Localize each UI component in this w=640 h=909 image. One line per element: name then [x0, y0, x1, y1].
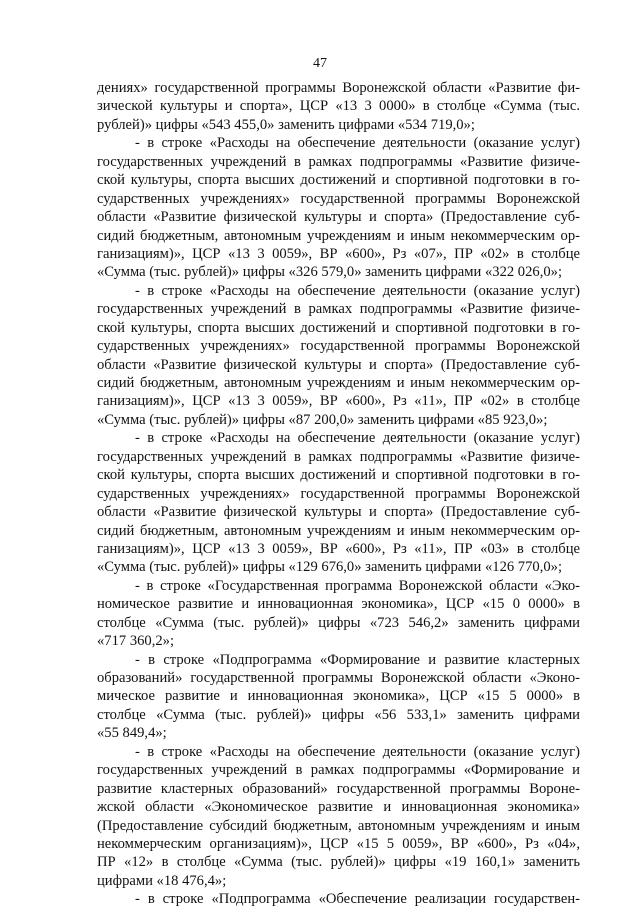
text-line: - в строке «Расходы на обеспечение деятельности (оказание услуг) [135, 430, 580, 447]
text-line: сидий бюджетным, автономным учреждениям и иным некоммерческим ор- [97, 227, 580, 244]
text-line: ской культуры, спорта высших достижений и спортивной подготовки в го- [97, 172, 580, 189]
text-line: мическое развитие и инновационная экономика», ЦСР «15 5 0000» в [97, 688, 580, 705]
text-line: области «Развитие физической культуры и спорта» (Предоставление суб- [97, 504, 580, 521]
text-line: дениях» государственной программы Воронежской области «Развитие фи- [97, 80, 580, 96]
text-line: государственных учреждений в рамках подпрограммы «Развитие физиче- [97, 301, 580, 318]
text-line: номическое развитие и инновационная экономика», ЦСР «15 0 0000» в [97, 596, 580, 613]
text-line: «Сумма (тыс. рублей)» цифры «326 579,0» заменить цифрами «322 026,0»; [97, 264, 562, 281]
text-line: - в строке «Расходы на обеспечение деятельности (оказание услуг) [135, 135, 580, 152]
text-line: ганизациям)», ЦСР «13 3 0059», ВР «600», Рз «11», ПР «02» в столбце [97, 393, 580, 410]
text-line: жской области «Экономическое развитие и инновационная экономика» [97, 799, 580, 816]
text-line: зической культуры и спорта», ЦСР «13 3 0000» в столбце «Сумма (тыс. [97, 98, 580, 115]
text-line: развитие кластерных образований» государственной программы Вороне- [97, 780, 580, 797]
text-line: области «Развитие физической культуры и спорта» (Предоставление суб- [97, 209, 580, 226]
text-line: столбце «Сумма (тыс. рублей)» цифры «56 533,1» заменить цифрами [97, 706, 580, 723]
text-line: «55 849,4»; [97, 725, 167, 742]
text-line: ской культуры, спорта высших достижений и спортивной подготовки в го- [97, 467, 580, 484]
text-line: ПР «12» в столбце «Сумма (тыс. рублей)» цифры «19 160,1» заменить [97, 854, 580, 871]
text-line: - в строке «Расходы на обеспечение деятельности (оказание услуг) [135, 282, 580, 299]
text-line: государственных учреждений в рамках подпрограммы «Развитие физиче- [97, 448, 580, 465]
text-line: - в строке «Подпрограмма «Обеспечение реализации государствен- [135, 891, 580, 908]
document-body [97, 79, 580, 909]
text-line: сидий бюджетным, автономным учреждениям и иным некоммерческим ор- [97, 522, 580, 539]
text-line: - в строке «Государственная программа Воронежской области «Эко- [135, 577, 580, 594]
text-line: сидий бюджетным, автономным учреждениям и иным некоммерческим ор- [97, 375, 580, 391]
text-line: ской культуры, спорта высших достижений и спортивной подготовки в го- [97, 319, 580, 336]
text-line: области «Развитие физической культуры и спорта» (Предоставление суб- [97, 356, 580, 373]
text-line: сударственных учреждениях» государственной программы Воронежской [97, 190, 580, 207]
text-line: цифрами «18 476,4»; [97, 872, 227, 889]
text-line: ганизациям)», ЦСР «13 3 0059», ВР «600», Рз «11», ПР «03» в столбце [97, 540, 580, 557]
text-line: ганизациям)», ЦСР «13 3 0059», ВР «600», Рз «07», ПР «02» в столбце [97, 245, 580, 262]
text-line: некоммерческим организациям)», ЦСР «15 5 0059», ВР «600», Рз «04», [97, 835, 580, 852]
text-line: столбце «Сумма (тыс. рублей)» цифры «723 546,2» заменить цифрами [97, 614, 580, 631]
text-line: сударственных учреждениях» государственной программы Воронежской [97, 485, 580, 502]
text-line: - в строке «Подпрограмма «Формирование и развитие кластерных [135, 651, 580, 668]
text-line: (Предоставление субсидий бюджетным, автономным учреждениям и иным [97, 817, 580, 834]
text-line: сударственных учреждениях» государственной программы Воронежской [97, 338, 580, 355]
text-line: государственных учреждений в рамках подпрограммы «Формирование и [97, 762, 580, 779]
text-line: «717 360,2»; [97, 633, 175, 650]
text-line: государственных учреждений в рамках подпрограммы «Развитие физиче- [97, 153, 580, 170]
text-line: рублей)» цифры «543 455,0» заменить цифрами «534 719,0»; [97, 116, 475, 133]
text-line: «Сумма (тыс. рублей)» цифры «87 200,0» заменить цифрами «85 923,0»; [97, 411, 548, 428]
text-line: образований» государственной программы Воронежской области «Эконо- [97, 670, 580, 686]
text-line: «Сумма (тыс. рублей)» цифры «129 676,0» заменить цифрами «126 770,0»; [97, 559, 562, 576]
page-number: 47 [313, 56, 327, 71]
text-line: - в строке «Расходы на обеспечение деятельности (оказание услуг) [135, 743, 580, 760]
